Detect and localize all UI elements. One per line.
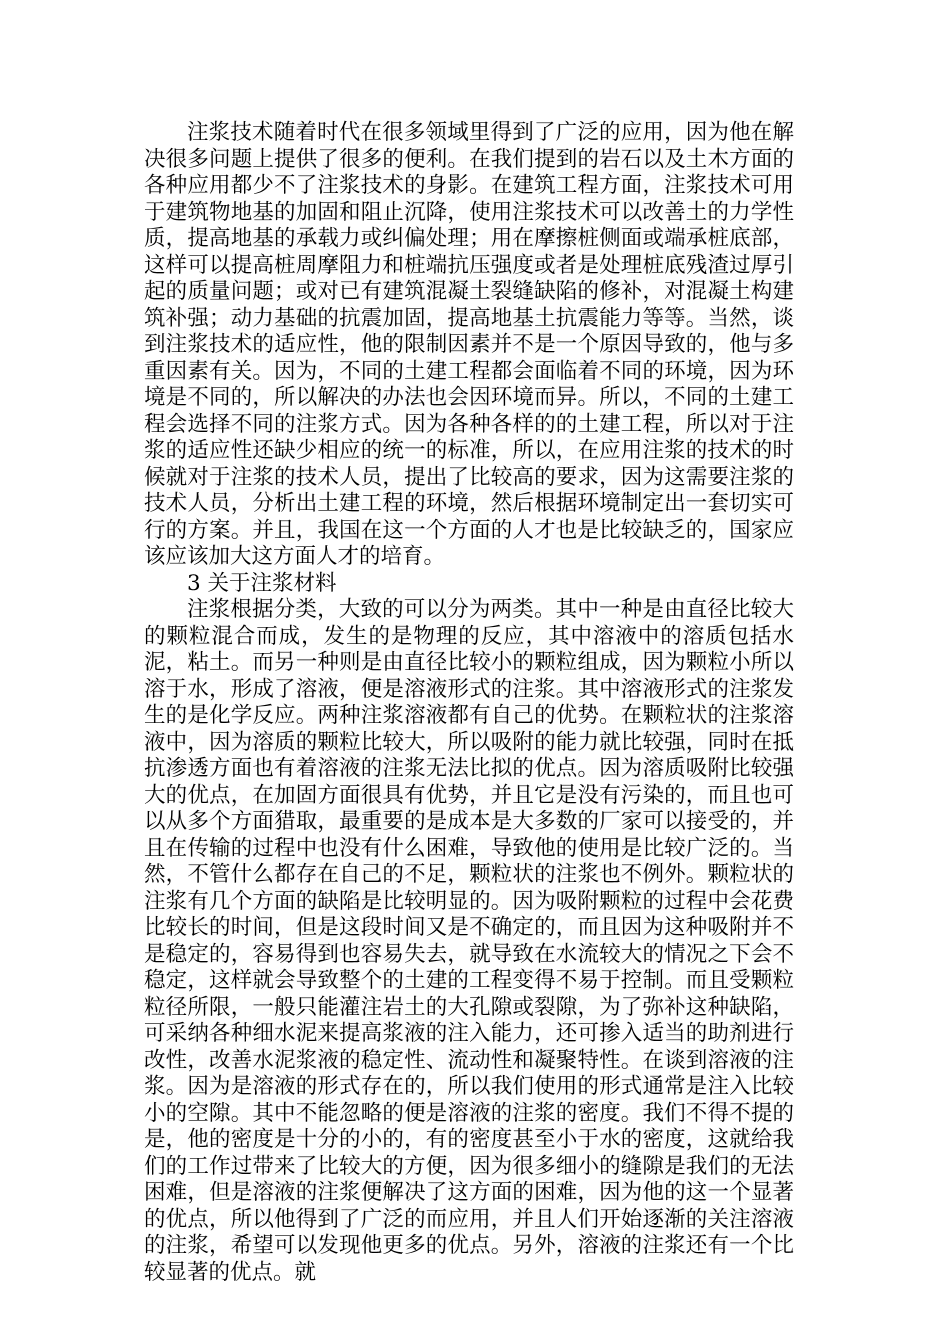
body-paragraph: 注浆技术随着时代在很多领域里得到了广泛的应用，因为他在解决很多问题上提供了很多的便利。在我们提到的岩石以及土木方面的各种应用都少不了注浆技术的身影。在建筑工程方面，注浆技术可用于建筑物地基的加固和阻止沉降，使用注浆技术可以改善土的力学性质，提高地基的承载力或纠偏处理；用在摩擦桩侧面或端承桩底部，这样可以提高桩周摩阻力和桩端抗压强度或者是处理桩底残渣过厚引起的质量问题；或对已有建筑混凝土裂缝缺陷的修补，对混凝土构建筑补强；动力基础的抗震加固，提高地基土抗震能力等等。当然，谈到注浆技术的适应性，他的限制因素并不是一个原因导致的，他与多重因素有关。因为，不同的土建工程都会面临着不同的环境，因为环境是不同的，所以解决的办法也会因环境而异。所以，不同的土建工程会选择不同的注浆方式。因为各种各样的的土建工程，所以对于注浆的适应性还缺少相应的统一的标准，所以，在应用注浆的技术的时候就对于注浆的技术人员，提出了比较高的要求，因为这需要注浆的技术人员，分析出土建工程的环境，然后根据环境制定出一套切实可行的方案。并且，我国在这一个方面的人才也是比较缺乏的，国家应该应该加大这方面人才的培育。 <box>144 120 794 569</box>
document-page <box>144 120 794 1286</box>
section-heading: 3 关于注浆材料 <box>187 570 337 596</box>
body-paragraph: 注浆根据分类，大致的可以分为两类。其中一种是由直径比较大的颗粒混合而成，发生的是物理的反应，其中溶液中的溶质包括水泥，粘土。而另一种则是由直径比较小的颗粒组成，因为颗粒小所以溶于水，形成了溶液，便是溶液形式的注浆。其中溶液形式的注浆发生的是化学反应。两种注浆溶液都有自己的优势。在颗粒状的注浆溶液中，因为溶质的颗粒比较大，所以吸附的能力就比较强，同时在抵抗渗透方面也有着溶液的注浆无法比拟的优点。因为溶质吸附比较强大的优点，在加固方面很具有优势，并且它是没有污染的，而且也可以从多个方面猎取，最重要的是成本是大多数的厂家可以接受的，并且在传输的过程中也没有什么困难，导致他的使用是比较广泛的。当然，不管什么都存在自己的不足，颗粒状的注浆也不例外。颗粒状的注浆有几个方面的缺陷是比较明显的。因为吸附颗粒的过程中会花费比较长的时间，但是这段时间又是不确定的，而且因为这种吸附并不是稳定的，容易得到也容易失去，就导致在水流较大的情况之下会不稳定，这样就会导致整个的土建的工程变得不易于控制。而且受颗粒粒径所限，一般只能灌注岩土的大孔隙或裂隙，为了弥补这种缺陷，可采纳各种细水泥来提高浆液的注入能力，还可掺入适当的助剂进行改性，改善水泥浆液的稳定性、流动性和凝聚特性。在谈到溶液的注浆。因为是溶液的形式存在的，所以我们使用的形式通常是注入比较小的空隙。其中不能忽略的便是溶液的注浆的密度。我们不得不提的是，他的密度是十分的小的，有的密度甚至小于水的密度，这就给我们的工作过带来了比较大的方便，因为很多细小的缝隙是我们的无法困难，但是溶液的注浆便解决了这方面的困难，因为他的这一个显著的优点，所以他得到了广泛的而应用，并且人们开始逐渐的关注溶液的注浆，希望可以发现他更多的优点。另外，溶液的注浆还有一个比较显著的优点。就 <box>144 597 794 1285</box>
